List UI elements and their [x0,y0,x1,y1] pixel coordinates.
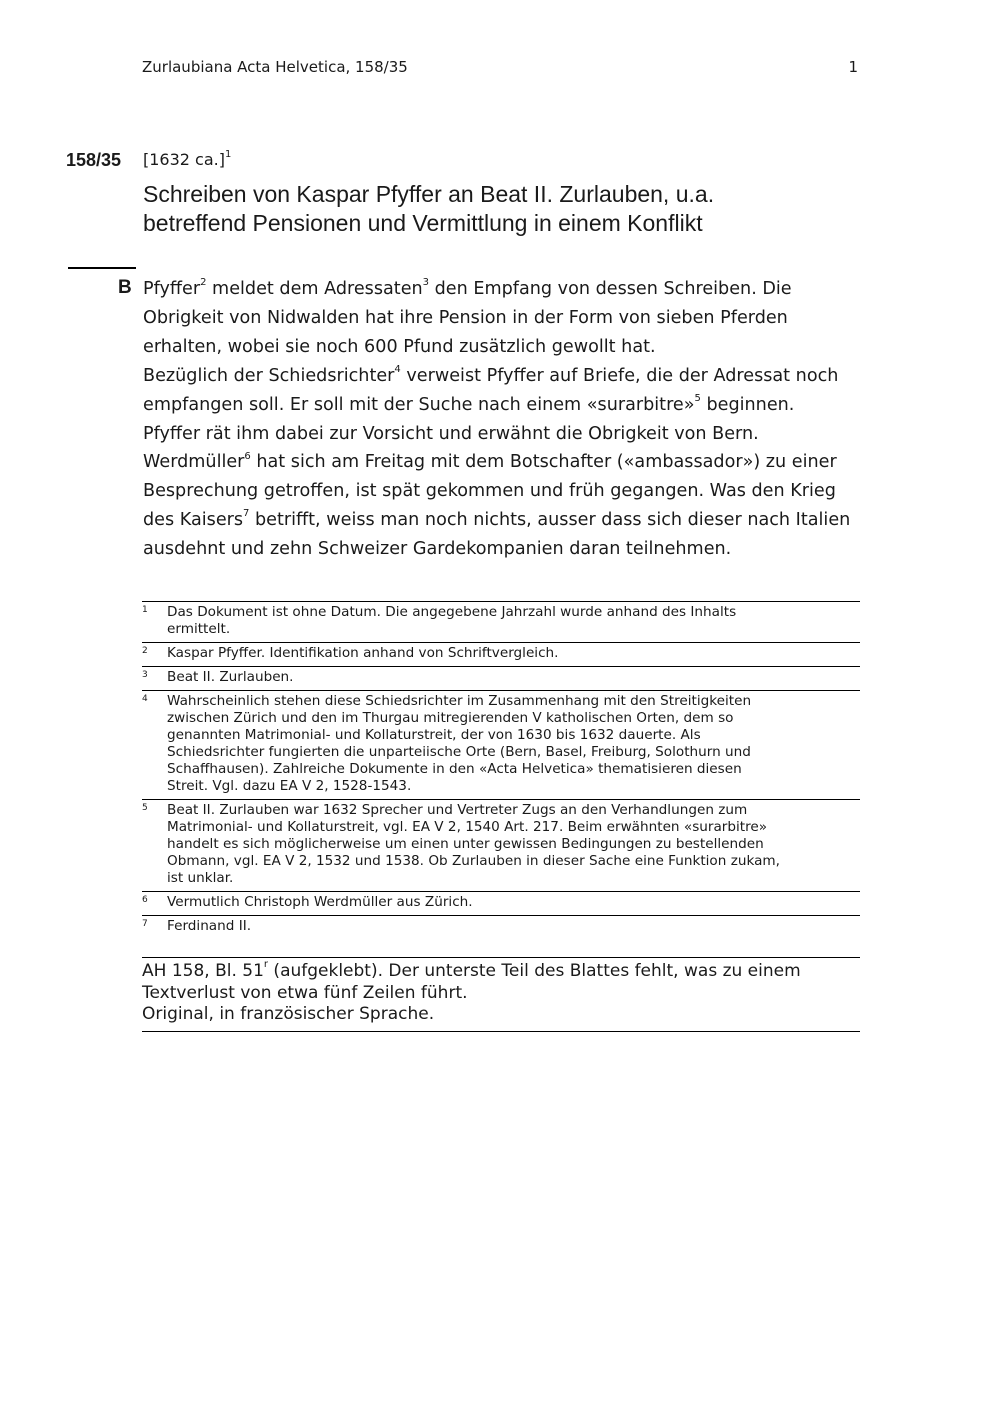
summary-line: ausdehnt und zehn Schweizer Gardekompanien daran teilnehmen. [143,539,732,560]
footnote-line: Das Dokument ist ohne Datum. Die angegebene Jahrzahl wurde anhand des Inhalts [167,604,737,620]
source-note [142,957,860,1032]
running-header [142,58,858,76]
footnote-line: Schiedsrichter fungierten die unparteiische Orte (Bern, Basel, Freiburg, Solothurn und [167,744,751,760]
summary-line: des Kaisers$^7$ betrifft, weiss man noch nichts, ausser dass sich dieser nach Italien [143,508,851,531]
footnote-number: 6 [142,895,148,905]
summary-line: erhalten, wobei sie noch 600 Pfund zusätzlich gewollt hat. [143,336,656,357]
footnote [142,642,860,666]
summary-line: Besprechung getroffen, ist spät gekommen und früh gegangen. Was den Krieg [143,481,836,502]
footnote-line: handelt es sich möglicherweise um einen unter gewissen Bedingungen zu bestellenden [167,836,764,852]
footnote-number: 7 [142,919,148,929]
header-title: Zurlaubiana Acta Helvetica, 158/35 [142,58,408,76]
footnote-number: 1 [142,605,148,615]
footnote [142,666,860,690]
document-date [143,150,231,169]
footnotes [142,601,860,939]
summary-line: empfangen soll. Er soll mit der Suche nach einem «surarbitre»$^5$ beginnen. [143,392,795,415]
summary-line: Pfyffer$^2$ meldet dem Adressaten$^3$ den Empfang von dessen Schreiben. Die [143,277,792,299]
footnote-line: Wahrscheinlich stehen diese Schiedsrichter im Zusammenhang mit den Streitigkeiten [167,693,752,709]
source-line: Textverlust von etwa fünf Zeilen führt. [142,982,468,1003]
footnote-ref-1[interactable]: 1 [224,148,232,160]
footnote-ref-6[interactable]: 6 [244,450,251,462]
title-line-1: Schreiben von Kaspar Pfyffer an Beat II. Zurlauben, u.a. [143,181,715,207]
footnote-line: Ferdinand II. [167,918,252,934]
footnote-line: ermittelt. [167,621,231,637]
source-line: AH 158, Bl. 51$^r$ (aufgeklebt). Der unterste Teil des Blattes fehlt, was zu einem [142,959,801,981]
footnote-number: 3 [142,670,148,680]
footnote [142,891,860,915]
title-line-2: betreffend Pensionen und Vermittlung in einem Konflikt [143,210,703,236]
section-divider [68,267,136,269]
footnote-number: 4 [142,694,148,704]
summary-line: Bezüglich der Schiedsrichter$^4$ verweist Pfyffer auf Briefe, die der Adressat noch [143,363,839,386]
footnote-ref-2[interactable]: 2 [200,277,207,289]
footnote-line: ist unklar. [167,870,234,886]
footnote-ref-4[interactable]: 4 [394,363,401,375]
footnote [142,915,860,939]
footnote-number: 5 [142,803,148,813]
document-number: 158/35 [66,150,122,170]
footnote [142,799,860,891]
source-line: Original, in französischer Sprache. [142,1004,435,1024]
folio-recto-mark: r [263,959,269,971]
footnote-line: Schaffhausen). Zahlreiche Dokumente in den «Acta Helvetica» thematisieren diesen [167,761,742,777]
summary-line: Werdmüller$^6$ hat sich am Freitag mit dem Botschafter («ambassador») zu einer [143,450,837,473]
summary-text [143,275,868,564]
summary-line: Obrigkeit von Nidwalden hat ihre Pension in der Form von sieben Pferden [143,307,788,328]
footnote-ref-7[interactable]: 7 [243,508,250,520]
footnote-line: Streit. Vgl. dazu EA V 2, 1528-1543. [167,778,412,794]
footnote [142,690,860,799]
footnote-ref-5[interactable]: 5 [694,392,701,404]
footnote-line: Vermutlich Christoph Werdmüller aus Zürich. [167,894,473,910]
footnote-number: 2 [142,646,148,656]
page-number: 1 [848,58,858,76]
footnote-line: zwischen Zürich und den im Thurgau mitregierenden V katholischen Orten, dem so [167,710,734,726]
summary-line: Pfyffer rät ihm dabei zur Vorsicht und erwähnt die Obrigkeit von Bern. [143,423,759,444]
document-title [143,180,863,238]
footnote-line: Beat II. Zurlauben. [167,669,294,685]
footnote-line: Obmann, vgl. EA V 2, 1532 und 1538. Ob Zurlauben in dieser Sache eine Funktion zukam, [167,853,780,869]
footnote-line: Beat II. Zurlauben war 1632 Sprecher und Vertreter Zugs an den Verhandlungen zum [167,802,748,818]
footnote [142,601,860,642]
date-text: [1632 ca.] [143,150,225,169]
footnote-ref-3[interactable]: 3 [422,277,430,289]
footnote-line: Matrimonial- und Kollaturstreit, vgl. EA V 2, 1540 Art. 217. Beim erwähnten «surarbitre» [167,819,768,835]
footnote-line: genannten Matrimonial- und Kollaturstreit, der von 1630 bis 1632 dauerte. Als [167,727,701,743]
section-label: B [118,277,132,298]
footnote-line: Kaspar Pfyffer. Identifikation anhand von Schriftvergleich. [167,645,559,661]
